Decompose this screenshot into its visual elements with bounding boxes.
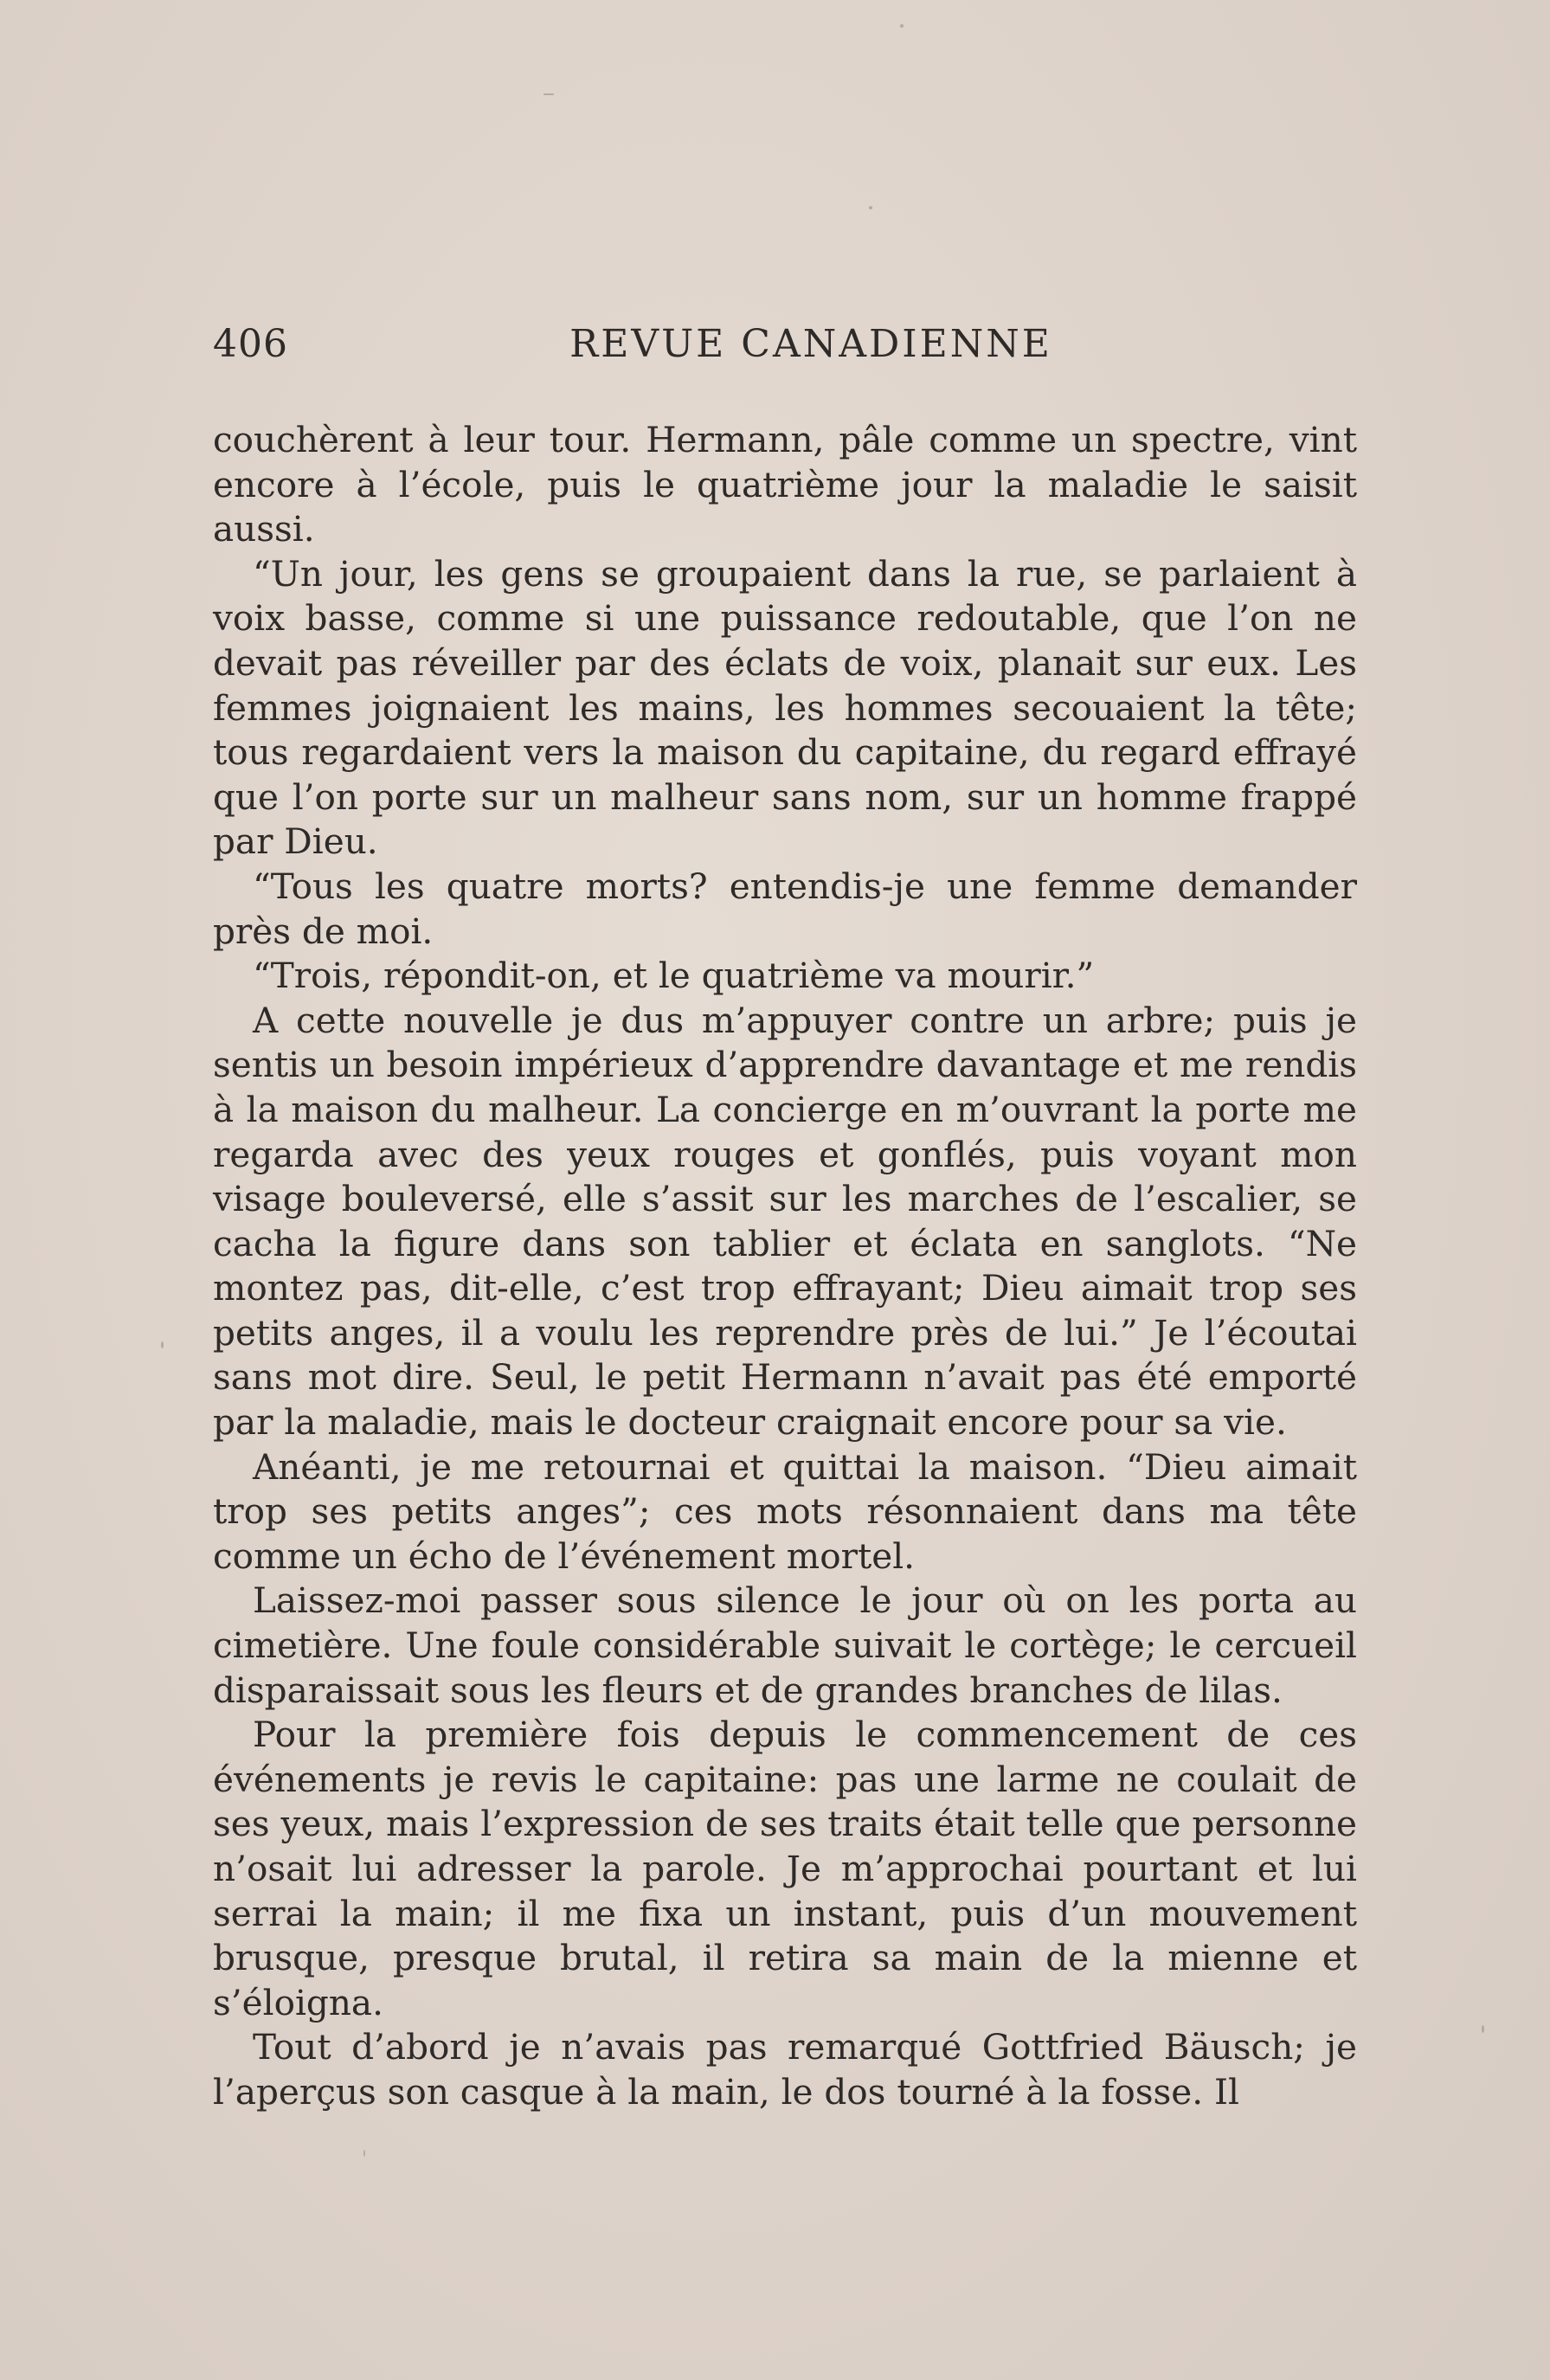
paper-speck [1482,2025,1484,2033]
paragraph: Tout d’abord je n’avais pas remarqué Gottfried Bäusch; je l’aperçus son casque à la main, le dos tourné à la fosse. Il [213,2026,1357,2113]
paragraph: “Tous les quatre morts? entendis-je une femme demander près de moi. [213,865,1357,952]
paragraph: Anéanti, je me retournai et quittai la maison. “Dieu aimait trop ses petits anges”; ces mots résonnaient dans ma tête comme un écho de l’événement mortel. [213,1445,1357,1577]
page-number: 406 [213,322,288,366]
journal-title: REVUE CANADIENNE [569,322,1052,366]
paragraph: “Un jour, les gens se groupaient dans la rue, se parlaient à voix basse, comme si une puissance redoutable, que l’on ne devait pas réveiller par des éclats de voix, planait sur eux. Les femmes joignaient les mains, les hommes secouaient la tête; tous regardaient vers la maison du capitaine, du regard effrayé que l’on porte sur un malheur sans nom, sur un homme frappé par Dieu. [213,552,1357,863]
paragraph: A cette nouvelle je dus m’appuyer contre un arbre; puis je sentis un besoin impérieux d’apprendre davantage et me rendis à la maison du malheur. La concierge en m’ouvrant la porte me regarda avec des yeux rouges et gonflés, puis voyant mon visage bouleversé, elle s’assit sur les marches de l’escalier, se cacha la figure dans son tablier et éclata en sanglots. “Ne montez pas, dit-elle, c’est trop effrayant; Dieu aimait trop ses petits anges, il a voulu les reprendre près de lui.” Je l’écoutai sans mot dire. Seul, le petit Hermann n’avait pas été emporté par la maladie, mais le docteur craignait encore pour sa vie. [213,999,1357,1444]
paper-speck [900,24,904,28]
running-head [213,322,1357,374]
paper-speck [543,93,554,95]
paragraph: Laissez-moi passer sous silence le jour où on les porta au cimetière. Une foule considérable suivait le cortège; le cercueil disparaissait sous les fleurs et de grandes branches de lilas. [213,1579,1357,1711]
paper-speck [869,206,872,209]
paragraph: Pour la première fois depuis le commencement de ces événements je revis le capitaine: pas une larme ne coulait de ses yeux, mais l’expression de ses traits était telle que personne n’osait lui adresser la parole. Je m’approchai pourtant et lui serrai la main; il me fixa un instant, puis d’un mouvement brusque, presque brutal, il retira sa main de la mienne et s’éloigna. [213,1714,1357,2023]
body-text [213,418,1357,2115]
paper-speck [363,2150,365,2157]
paragraph: “Trois, répondit-on, et le quatrième va mourir.” [253,955,1095,997]
paper-speck [161,1341,164,1348]
paragraph: couchèrent à leur tour. Hermann, pâle comme un spectre, vint encore à l’école, puis le quatrième jour la maladie le saisit aussi. [213,419,1357,550]
